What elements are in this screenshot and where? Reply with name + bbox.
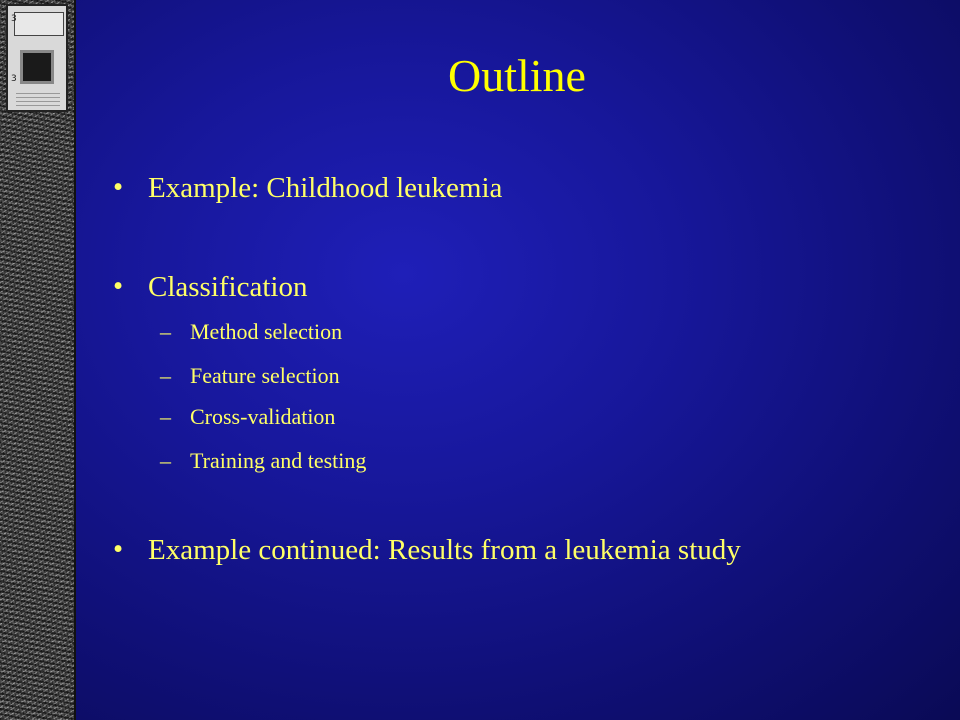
bullet-item: Example continued: Results from a leukemia study [148,534,741,566]
bullet-marker: • [113,533,124,565]
film-label-window [20,50,54,84]
film-label-lines [16,92,60,106]
bullet-marker: • [113,171,124,203]
sub-bullet-marker: – [160,319,171,344]
sub-bullet-item: Cross-validation [190,404,336,429]
sub-bullet-marker: – [160,448,171,473]
film-label-number-top: 3 [11,14,17,24]
sub-bullet-marker: – [160,363,171,388]
film-label-tag [14,12,64,36]
sub-bullet-item: Method selection [190,319,343,344]
film-label-image [6,4,68,112]
slide-title: Outline [448,50,586,101]
bullet-item: Example: Childhood leukemia [148,172,503,204]
bullet-item: Classification [148,271,308,303]
sub-bullet-marker: – [160,404,171,429]
sub-bullet-item: Feature selection [190,363,340,388]
bullet-marker: • [113,270,124,302]
film-label-number-bottom: 3 [11,74,17,84]
film-strip-decoration [0,0,76,720]
sub-bullet-item: Training and testing [190,448,367,473]
